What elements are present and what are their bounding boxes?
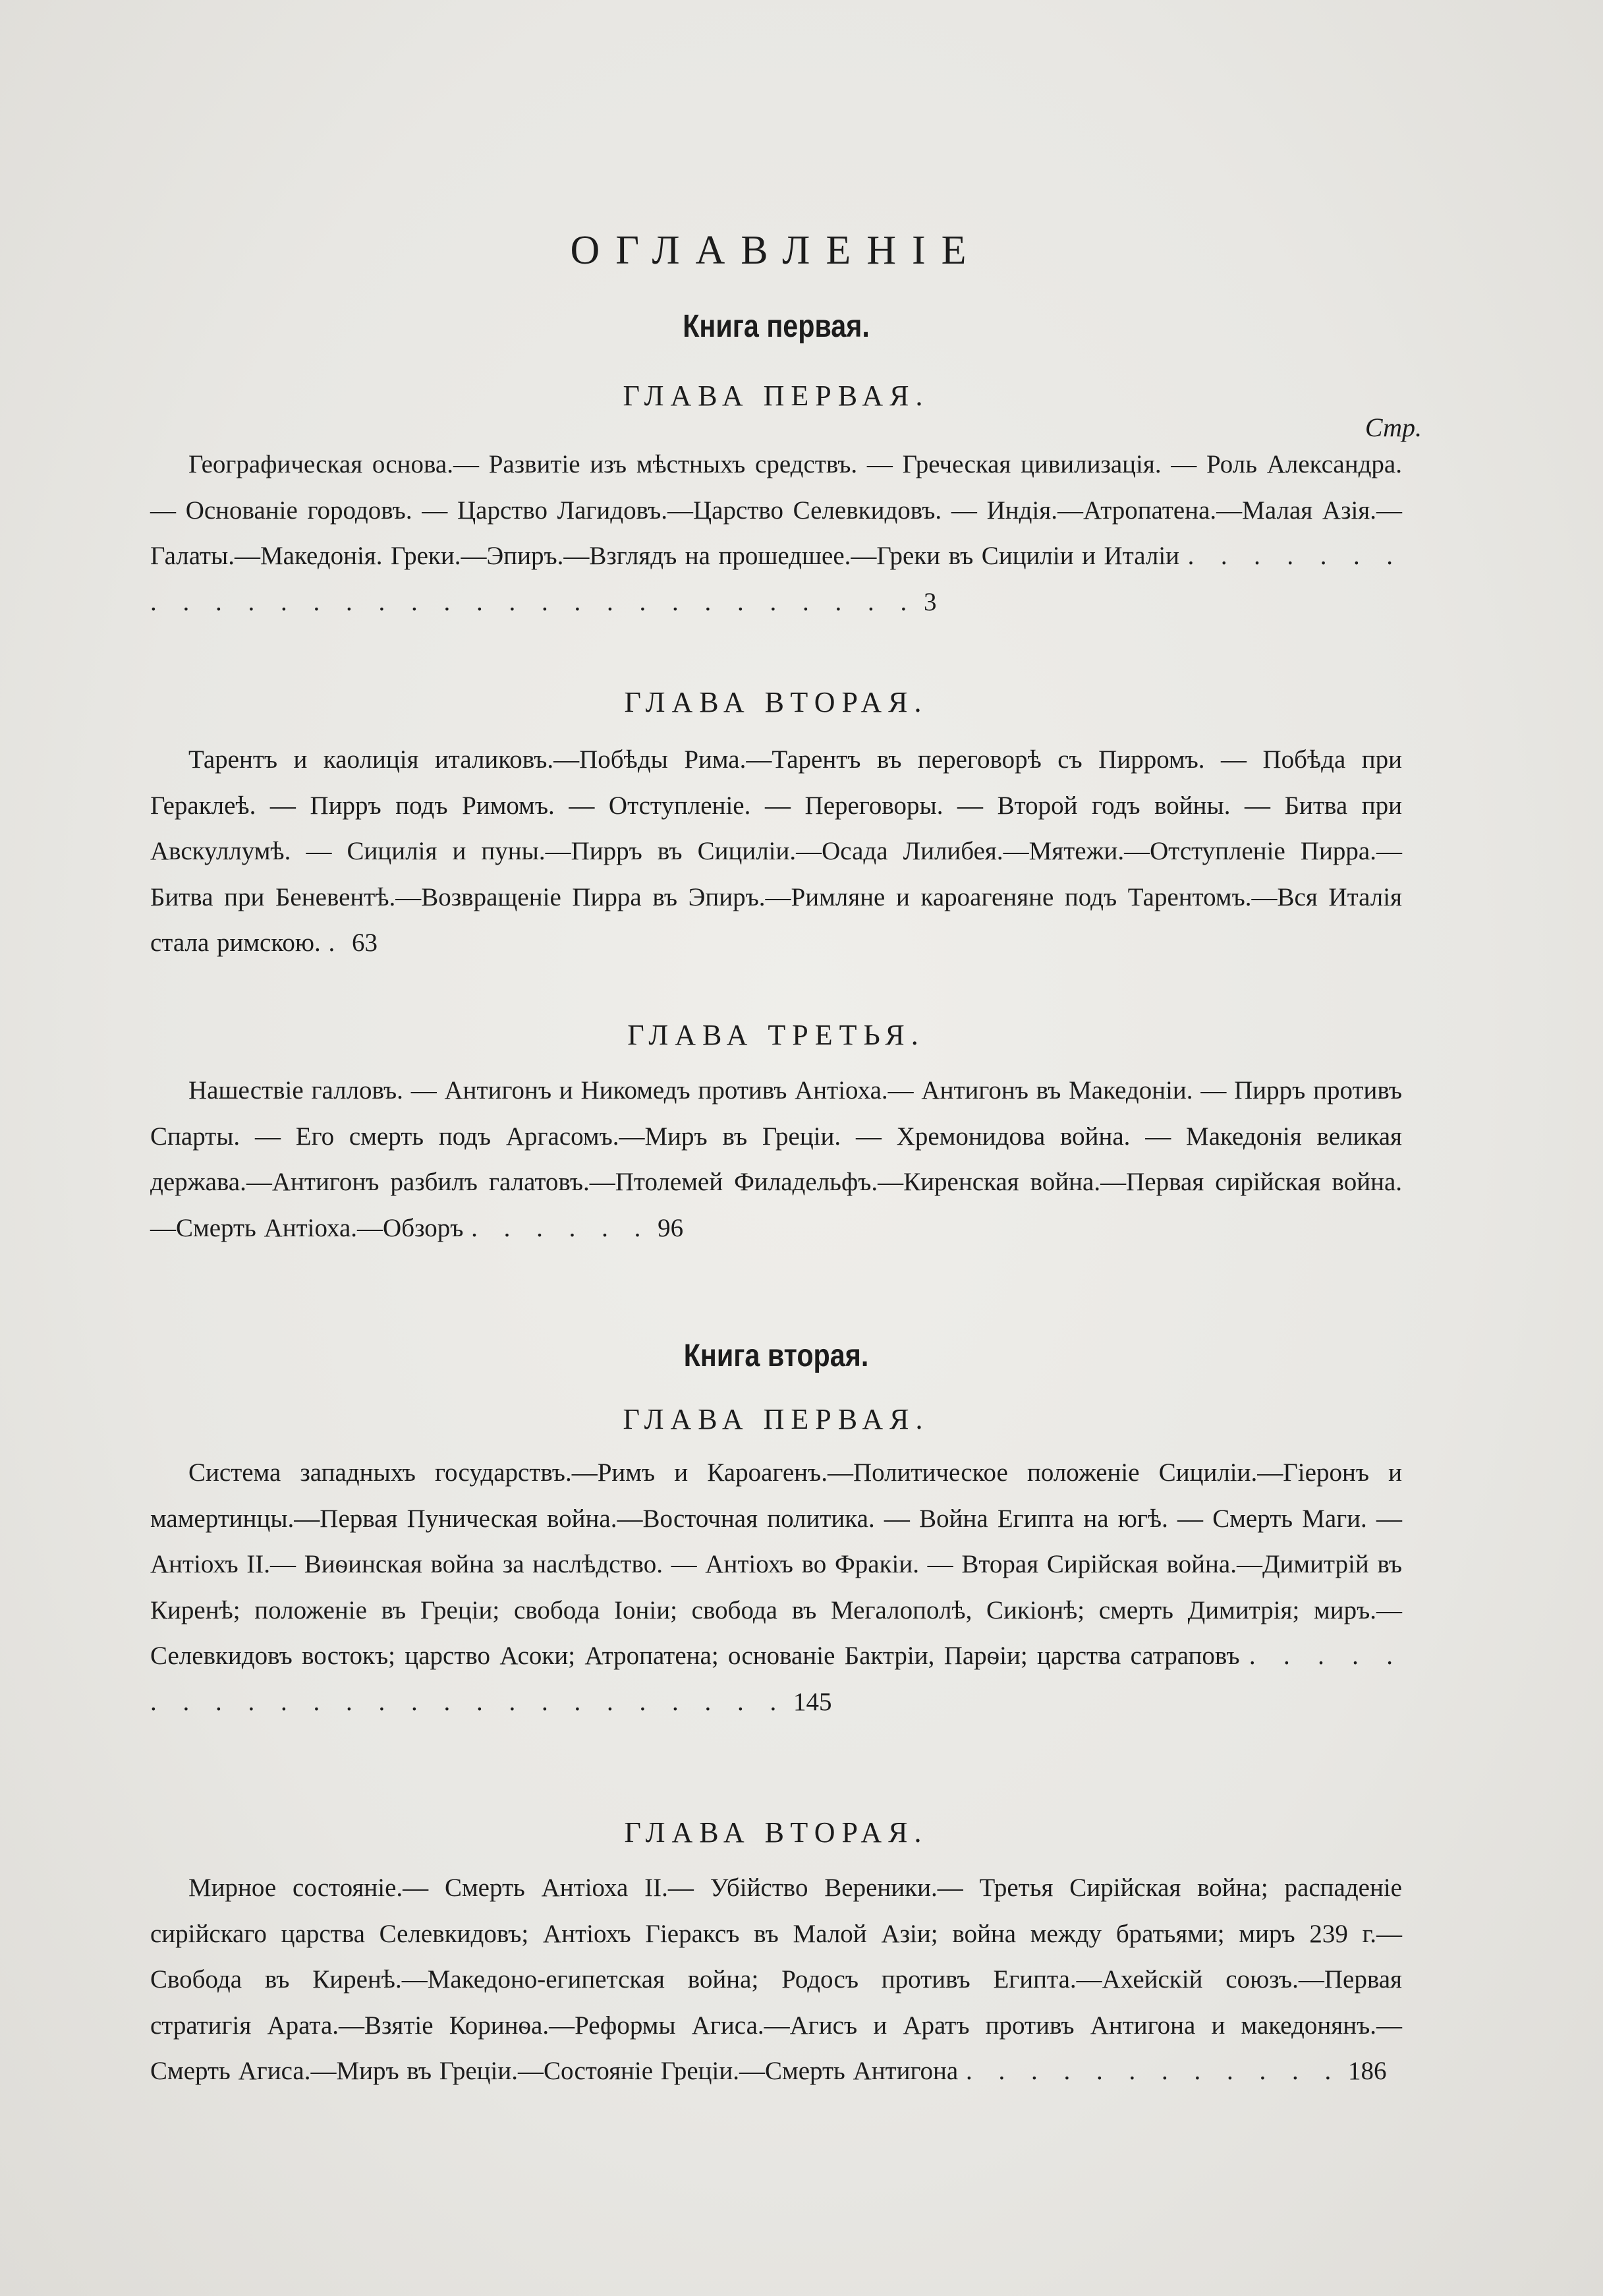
page-number: 96 [658, 1213, 684, 1242]
dot-leader: . . . . . . . . . . . . . . . . . . . . . . . . . [150, 1642, 1402, 1716]
entry-text: Тарентъ и каолиція италиковъ.—Побѣды Рима.—Тарентъ въ переговорѣ съ Пирромъ. — Побѣда при Гераклеѣ. — Пирръ подъ Римомъ. — Отступленіе. — Переговоры. — Второй годъ войны. — Битва при Авскуллумѣ. — Сицилія и пуны.—Пирръ въ Сициліи.—Осада Лилибея.—Мятежи.—Отступленіе Пирра.—Битва при Беневентѣ.—Возвращеніе Пирра въ Эпиръ.—Римляне и кароагеняне подъ Тарентомъ.—Вся Италія стала римскою. [150, 745, 1402, 957]
toc-entry-2-1 [150, 1450, 1402, 1725]
toc-entry-1-2 [150, 737, 1402, 966]
page-number: 145 [793, 1687, 832, 1716]
book-title-1: Книга первая. [683, 309, 870, 344]
chapter-title-1-1: ГЛАВА ПЕРВАЯ. [623, 380, 930, 412]
chapter-title-2-1: ГЛАВА ПЕРВАЯ. [623, 1403, 930, 1435]
dot-leader: . . . . . . [471, 1213, 650, 1242]
page-title: ОГЛАВЛЕНІЕ [570, 228, 982, 273]
toc-entry-2-2 [150, 1865, 1402, 2094]
chapter-title-1-2: ГЛАВА ВТОРАЯ. [624, 686, 928, 718]
page-number: 63 [351, 929, 378, 957]
entry-text: Система западныхъ государствъ.—Римъ и Кароагенъ.—Политическое положеніе Сициліи.—Гіеронъ и мамертинцы.—Первая Пуническая война.—Восточная политика. — Война Египта на югѣ. — Смерть Маги. — Антіохъ II.— Виѳинская война за наслѣдство. — Антіохъ во Фракіи. — Вторая Сирійская война.—Димитрій въ Киренѣ; положеніе въ Греціи; свобода Іоніи; свобода въ Мегалополѣ, Сикіонѣ; смерть Димитрія; миръ.—Селевкидовъ востокъ; царство Асоки; Атропатена; основаніе Бактріи, Парѳіи; царства сатраповъ [150, 1458, 1402, 1670]
book-title-2: Книга вторая. [683, 1338, 869, 1373]
page-number: 186 [1348, 2057, 1387, 2085]
toc-entry-1-3 [150, 1068, 1402, 1251]
dot-leader: . . . . . . . . . . . . . . . . . . . . . . . . . . . . . . . [150, 542, 1403, 616]
page-column-label: Стр. [1364, 413, 1422, 442]
entry-text: Мирное состояніе.— Смерть Антіоха II.— Убійство Вереники.— Третья Сирійская война; распаденіе сирійскаго царства Селевкидовъ; Антіохъ Гіераксъ въ Малой Азіи; война между братьями; миръ 239 г.—Свобода въ Киренѣ.—Македоно-египетская война; Родосъ противъ Египта.—Ахейскій союзъ.—Первая стратигія Арата.—Взятіе Коринѳа.—Реформы Агиса.—Агисъ и Аратъ противъ Антигона и македонянъ.—Смерть Агиса.—Миръ въ Греціи.—Состояніе Греціи.—Смерть Антигона [150, 1874, 1402, 2085]
entry-text: Географическая основа.— Развитіе изъ мѣстныхъ средствъ. — Греческая цивилизація. — Роль Александра. — Основаніе городовъ. — Царство Лагидовъ.—Царство Селевкидовъ. — Индія.—Атропатена.—Малая Азія.—Галаты.—Македонія. Греки.—Эпиръ.—Взглядъ на прошедшее.—Греки въ Сициліи и Италіи [150, 450, 1402, 570]
page-number: 3 [924, 587, 937, 616]
dot-leader: . [328, 929, 345, 957]
dot-leader: . . . . . . . . . . . . [966, 2057, 1341, 2085]
toc-entry-1-1 [150, 442, 1402, 625]
entry-text: Нашествіе галловъ. — Антигонъ и Никомедъ противъ Антіоха.— Антигонъ въ Македоніи. — Пирръ противъ Спарты. — Его смерть подъ Аргасомъ.—Миръ въ Греціи. — Хремонидова война. — Македонія великая держава.—Антигонъ разбилъ галатовъ.—Птолемей Филадельфъ.—Киренская война.—Первая сирійская война.—Смерть Антіоха.—Обзоръ [150, 1076, 1402, 1242]
chapter-title-1-3: ГЛАВА ТРЕТЬЯ. [627, 1019, 925, 1051]
chapter-title-2-2: ГЛАВА ВТОРАЯ. [624, 1816, 928, 1849]
